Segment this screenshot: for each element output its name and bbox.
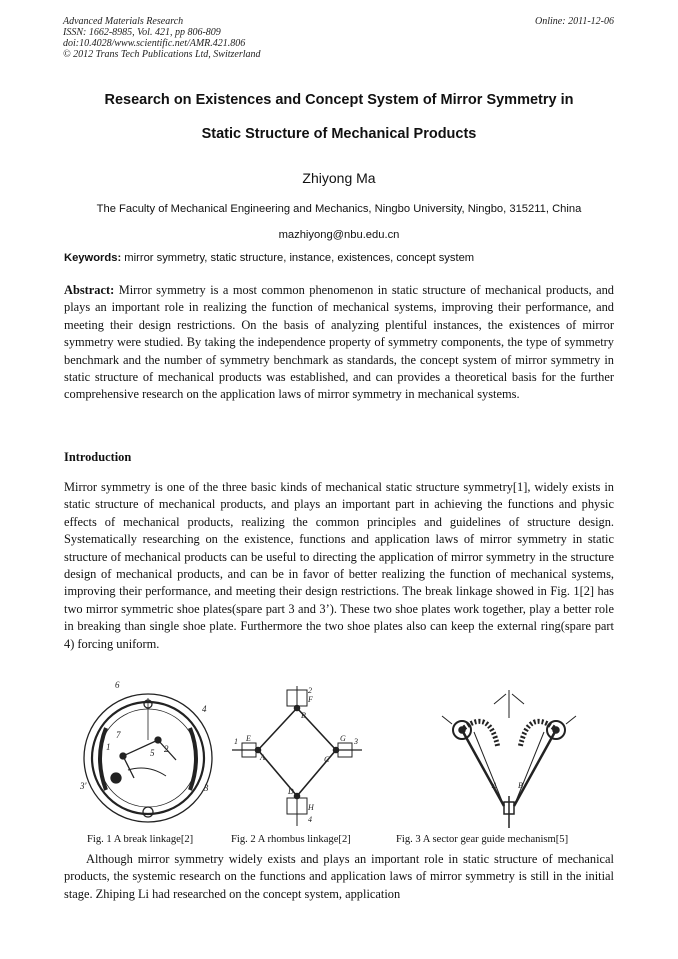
figure-1-break-linkage — [78, 678, 228, 830]
fig1-label: 6 — [115, 680, 120, 690]
keywords-text: mirror symmetry, static structure, instance, existences, concept system — [121, 252, 475, 264]
fig2-label: 2 — [308, 686, 312, 695]
fig3-label: B — [518, 781, 523, 790]
author-name: Zhiyong Ma — [302, 170, 376, 186]
section-heading-introduction: Introduction — [64, 450, 132, 464]
introduction-paragraph-2: Although mirror symmetry widely exists and plays an important role in static structure of mechanical products, the systemic research on the functions and application laws of mirror symmetry is still in the initial stage. Zhiping Li had researched on the concept system, application — [64, 852, 614, 901]
keywords — [64, 252, 624, 264]
fig2-label: E — [246, 734, 251, 743]
abstract-text: Mirror symmetry is a most common phenomenon in static structure of mechanical products, and plays an important role in realizing the function of mechanical systems, improving their performance, and meeting their design restrictions. On the basis of analyzing plentiful instances, the existences of mirror symmetry were studied. By taking the independence property of symmetry components, the type of symmetry benchmark and the number of symmetry benchmark as standards, the concept system of mirror symmetry in static structure of mechanical products was established, and can provides a theoretical basis for the further comprehensive research on the application laws of mirror symmetry in mechanical systems. — [64, 283, 614, 402]
fig1-label: 7 — [116, 730, 121, 740]
abstract-label: Abstract: — [64, 283, 115, 297]
introduction-paragraph-1: Mirror symmetry is one of the three basic kinds of mechanical static structure symmetry[1], widely exists in static structure of mechanical products, and plays an important part in achieving the functions and physic effects of mechanical products, realizing the common principles and guidelines of structure design. Systematically researching on the existence, functions and application laws of mirror symmetry in static structure of mechanical products can be useful to directing the application of mirror symmetry in the structure design of mechanical products, and can be in favor of better realizing the function of mechanical systems, improving their performance, and meeting their design restrictions. The break linkage showed in Fig. 1[2] has two mirror symmetric shoe plates(spare part 3 and 3’). These two shoe plates work together, play a better role in breaking than single shoe plate. Furthermore the two shoe plates also can keep the external ring(spare part 4) forcing uniform. — [64, 480, 614, 651]
fig1-label: 3' — [80, 781, 87, 791]
abstract — [64, 282, 614, 404]
fig1-label: 4 — [202, 704, 207, 714]
figure-1-caption: Fig. 1 A break linkage[2] — [87, 834, 194, 845]
fig2-label: 4 — [308, 815, 312, 824]
journal-name: Advanced Materials Research — [63, 16, 184, 27]
fig2-label: A — [260, 753, 265, 762]
author-email: mazhiyong@nbu.edu.cn — [278, 229, 400, 241]
fig2-label: B — [301, 711, 306, 720]
fig2-label: G — [340, 734, 346, 743]
paper-title-line-2: Static Structure of Mechanical Products — [201, 126, 477, 142]
fig2-label: 1 — [234, 737, 238, 746]
journal-info — [63, 16, 261, 60]
figure-3-caption: Fig. 3 A sector gear guide mechanism[5] — [396, 834, 569, 845]
fig1-label: 3 — [204, 783, 209, 793]
fig2-label: 3 — [354, 737, 358, 746]
journal-issn: ISSN: 1662-8985, Vol. 421, pp 806-809 — [63, 27, 221, 38]
fig1-label: 1 — [106, 742, 111, 752]
fig1-label: 2 — [164, 744, 169, 754]
figure-3-sector-gear-guide — [434, 688, 584, 830]
fig3-label: A — [492, 781, 497, 790]
fig2-label: C — [324, 755, 330, 764]
keywords-label: Keywords: — [64, 252, 122, 264]
journal-doi: doi:10.4028/www.scientific.net/AMR.421.806 — [63, 38, 246, 49]
online-date: Online: 2011-12-06 — [535, 16, 614, 27]
figure-2-rhombus-linkage — [228, 686, 366, 828]
fig2-label: H — [308, 803, 314, 812]
figure-2-caption: Fig. 2 A rhombus linkage[2] — [231, 834, 351, 845]
fig2-label: F — [308, 695, 313, 704]
fig1-label: 5 — [150, 748, 155, 758]
fig2-label: D — [288, 787, 294, 796]
paper-title-line-1: Research on Existences and Concept System of Mirror Symmetry in — [104, 92, 574, 108]
author-affiliation: The Faculty of Mechanical Engineering and Mechanics, Ningbo University, Ningbo, 315211, China — [96, 203, 582, 215]
journal-copyright: © 2012 Trans Tech Publications Ltd, Switzerland — [63, 49, 261, 60]
